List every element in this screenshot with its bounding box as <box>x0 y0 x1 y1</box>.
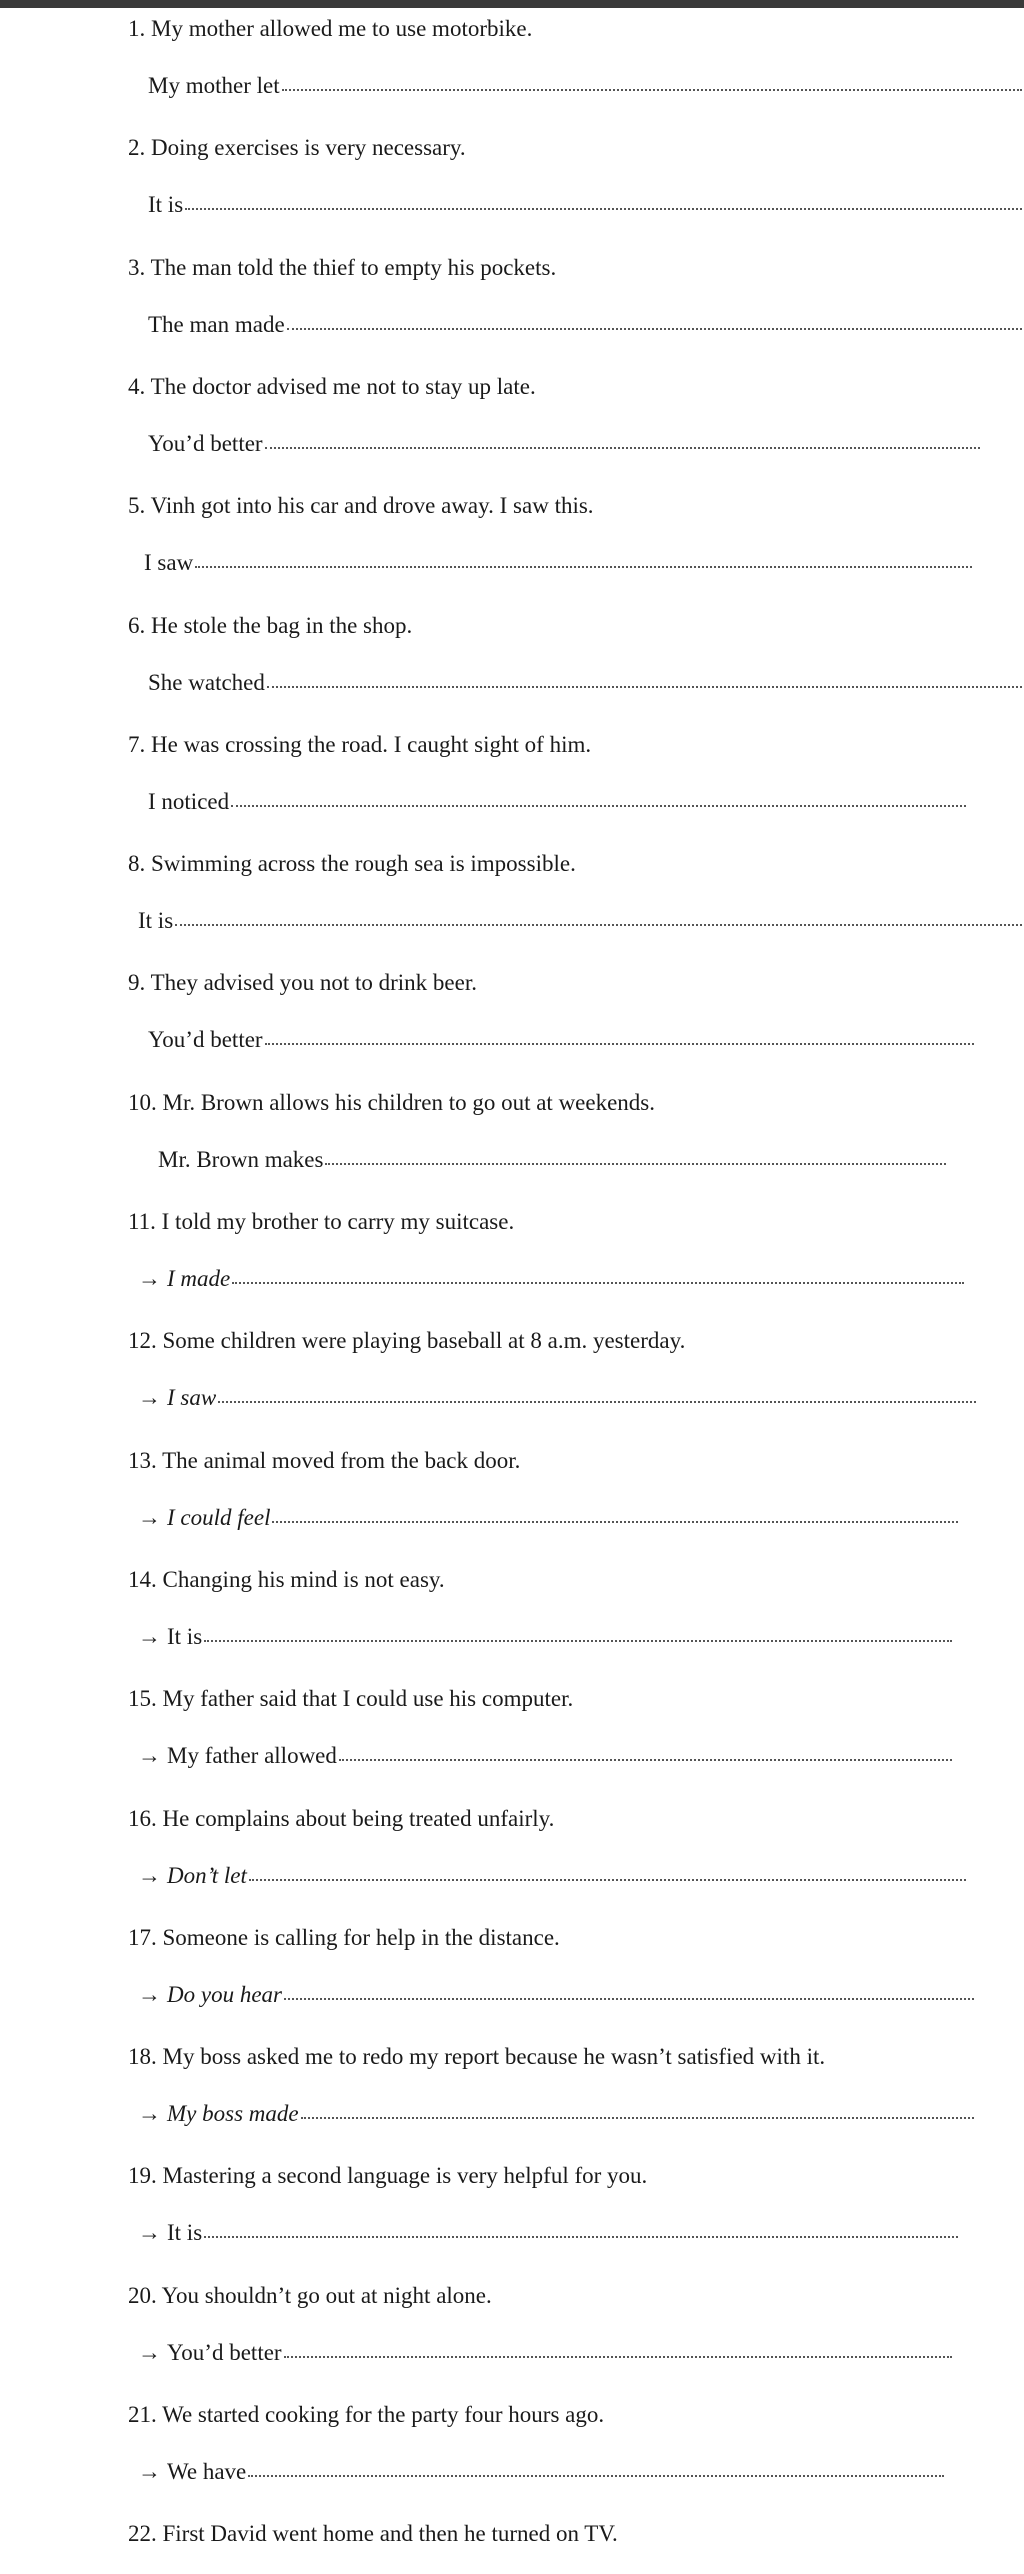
answer-blank[interactable] <box>282 71 1022 91</box>
answer-line[interactable] <box>148 73 1022 99</box>
question-text: 8. Swimming across the rough sea is impossible. <box>128 851 576 877</box>
answer-prompt: You’d better <box>148 430 263 456</box>
answer-line[interactable] <box>138 2459 944 2485</box>
answer-line[interactable] <box>138 2340 952 2366</box>
answer-line[interactable] <box>148 670 1022 696</box>
answer-blank[interactable] <box>301 2099 974 2119</box>
arrow-icon: → <box>138 1623 161 1649</box>
answer-blank[interactable] <box>267 668 1022 688</box>
arrow-icon: → <box>138 1981 161 2007</box>
answer-line[interactable] <box>138 2220 958 2246</box>
question-text: 4. The doctor advised me not to stay up late. <box>128 373 536 399</box>
answer-line[interactable] <box>138 1505 958 1531</box>
question-text: 15. My father said that I could use his computer. <box>128 1686 574 1712</box>
answer-blank[interactable] <box>265 429 980 449</box>
answer-prompt: I saw <box>144 550 194 576</box>
top-edge-bar <box>0 0 1024 8</box>
answer-prompt: I saw <box>167 1385 217 1411</box>
arrow-icon: → <box>138 1385 161 1411</box>
question-text: 6. He stole the bag in the shop. <box>128 612 413 638</box>
question-text: 10. Mr. Brown allows his children to go out at weekends. <box>128 1089 656 1115</box>
question-text: 14. Changing his mind is not easy. <box>128 1566 445 1592</box>
question-text: 9. They advised you not to drink beer. <box>128 970 477 996</box>
answer-prompt: I could feel <box>167 1504 271 1530</box>
answer-prompt: The man made <box>148 311 285 337</box>
question-text: 5. Vinh got into his car and drove away. I saw this. <box>128 493 594 519</box>
answer-line[interactable] <box>148 312 1022 338</box>
answer-line[interactable] <box>138 1743 952 1769</box>
answer-blank[interactable] <box>204 1622 952 1642</box>
answer-prompt: I noticed <box>148 788 230 814</box>
answer-prompt: It is <box>148 192 184 218</box>
answer-blank[interactable] <box>204 2218 958 2238</box>
arrow-icon: → <box>138 1743 161 1769</box>
answer-blank[interactable] <box>325 1145 946 1165</box>
answer-prompt: It is <box>138 908 174 934</box>
answer-line[interactable] <box>138 1266 964 1292</box>
answer-blank[interactable] <box>175 906 1022 926</box>
answer-blank[interactable] <box>339 1741 952 1761</box>
answer-line[interactable] <box>138 908 1022 934</box>
answer-prompt: You’d better <box>148 1027 263 1053</box>
arrow-icon: → <box>138 2220 161 2246</box>
answer-line[interactable] <box>138 1863 966 1889</box>
answer-line[interactable] <box>148 431 980 457</box>
question-text: 20. You shouldn’t go out at night alone. <box>128 2282 492 2308</box>
answer-prompt: Do you hear <box>167 1981 282 2007</box>
answer-prompt: It is <box>167 1623 203 1649</box>
answer-line[interactable] <box>148 1027 974 1053</box>
answer-blank[interactable] <box>248 2457 944 2477</box>
answer-blank[interactable] <box>272 1503 958 1523</box>
arrow-icon: → <box>138 1504 161 1530</box>
question-text: 2. Doing exercises is very necessary. <box>128 135 466 161</box>
answer-line[interactable] <box>158 1147 946 1173</box>
answer-prompt: Don’t let <box>167 1862 247 1888</box>
answer-blank[interactable] <box>218 1383 976 1403</box>
answer-prompt: She watched <box>148 669 265 695</box>
answer-blank[interactable] <box>287 310 1022 330</box>
answer-line[interactable] <box>138 1385 976 1411</box>
question-text: 19. Mastering a second language is very helpful for you. <box>128 2163 648 2189</box>
question-text: 18. My boss asked me to redo my report because he wasn’t satisfied with it. <box>128 2044 826 2070</box>
answer-blank[interactable] <box>195 548 972 568</box>
answer-prompt: It is <box>167 2220 203 2246</box>
question-text: 21. We started cooking for the party four hours ago. <box>128 2402 605 2427</box>
question-text: 17. Someone is calling for help in the distance. <box>128 1924 560 1950</box>
answer-line[interactable] <box>148 192 1022 218</box>
answer-prompt: I made <box>167 1266 231 1291</box>
question-text: 12. Some children were playing baseball at 8 a.m. yesterday. <box>128 1328 686 1354</box>
answer-prompt: My father allowed <box>167 1743 337 1769</box>
answer-blank[interactable] <box>284 1980 974 2000</box>
answer-prompt: My boss made <box>167 2101 299 2127</box>
arrow-icon: → <box>138 1862 161 1888</box>
answer-blank[interactable] <box>265 1025 974 1045</box>
answer-line[interactable] <box>144 550 972 576</box>
answer-line[interactable] <box>138 2101 974 2127</box>
answer-prompt: Mr. Brown makes <box>158 1146 324 1172</box>
answer-prompt: You’d better <box>167 2339 282 2365</box>
answer-blank[interactable] <box>232 1264 964 1284</box>
answer-prompt: We have <box>167 2459 247 2484</box>
answer-blank[interactable] <box>185 190 1022 210</box>
answer-blank[interactable] <box>231 787 966 807</box>
question-text: 16. He complains about being treated unfairly. <box>128 1805 555 1831</box>
answer-prompt: My mother let <box>148 73 280 98</box>
answer-line[interactable] <box>138 1624 952 1650</box>
answer-blank[interactable] <box>249 1861 966 1881</box>
arrow-icon: → <box>138 1266 161 1291</box>
question-text: 7. He was crossing the road. I caught sight of him. <box>128 731 592 757</box>
arrow-icon: → <box>138 2459 161 2484</box>
question-text: 3. The man told the thief to empty his pockets. <box>128 254 557 280</box>
question-text: 22. First David went home and then he turned on TV. <box>128 2521 618 2547</box>
arrow-icon: → <box>138 2101 161 2127</box>
answer-line[interactable] <box>138 1982 974 2008</box>
question-text: 13. The animal moved from the back door. <box>128 1447 521 1473</box>
arrow-icon: → <box>138 2339 161 2365</box>
question-text: 1. My mother allowed me to use motorbike. <box>128 16 533 41</box>
answer-line[interactable] <box>148 789 966 815</box>
answer-blank[interactable] <box>284 2338 952 2358</box>
question-text: 11. I told my brother to carry my suitcase. <box>128 1209 515 1234</box>
